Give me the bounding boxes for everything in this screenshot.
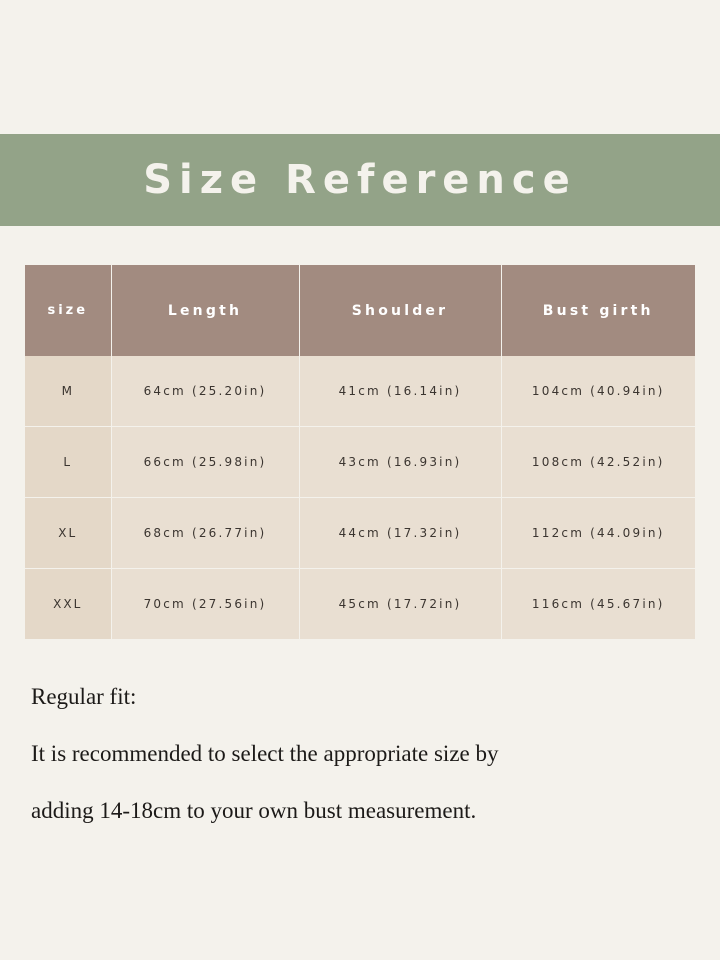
cell-length: 70cm (27.56in) [111,569,299,640]
table-row [25,427,695,498]
cell-shoulder: 45cm (17.72in) [299,569,501,640]
cell-size: XL [25,498,111,569]
cell-length: 66cm (25.98in) [111,427,299,498]
table-row [25,498,695,569]
table-header-row [25,265,695,356]
column-header-bust-girth: Bust girth [501,265,695,356]
recommendation-line-1: It is recommended to select the appropriate size by [31,741,499,766]
cell-size: L [25,427,111,498]
fit-notes [31,668,691,839]
fit-label: Regular fit: [31,684,137,709]
cell-length: 68cm (26.77in) [111,498,299,569]
cell-bust-girth: 112cm (44.09in) [501,498,695,569]
table-row [25,569,695,640]
page-title: Size Reference [143,157,577,203]
size-table [25,265,695,639]
size-table-container [25,265,695,639]
cell-shoulder: 41cm (16.14in) [299,356,501,427]
recommendation-line-2: adding 14-18cm to your own bust measurement. [31,798,477,823]
column-header-size: size [25,265,111,356]
cell-bust-girth: 116cm (45.67in) [501,569,695,640]
cell-length: 64cm (25.20in) [111,356,299,427]
column-header-length: Length [111,265,299,356]
cell-bust-girth: 108cm (42.52in) [501,427,695,498]
column-header-shoulder: Shoulder [299,265,501,356]
cell-size: XXL [25,569,111,640]
table-row [25,356,695,427]
size-reference-banner [0,134,720,226]
cell-size: M [25,356,111,427]
cell-bust-girth: 104cm (40.94in) [501,356,695,427]
cell-shoulder: 44cm (17.32in) [299,498,501,569]
cell-shoulder: 43cm (16.93in) [299,427,501,498]
